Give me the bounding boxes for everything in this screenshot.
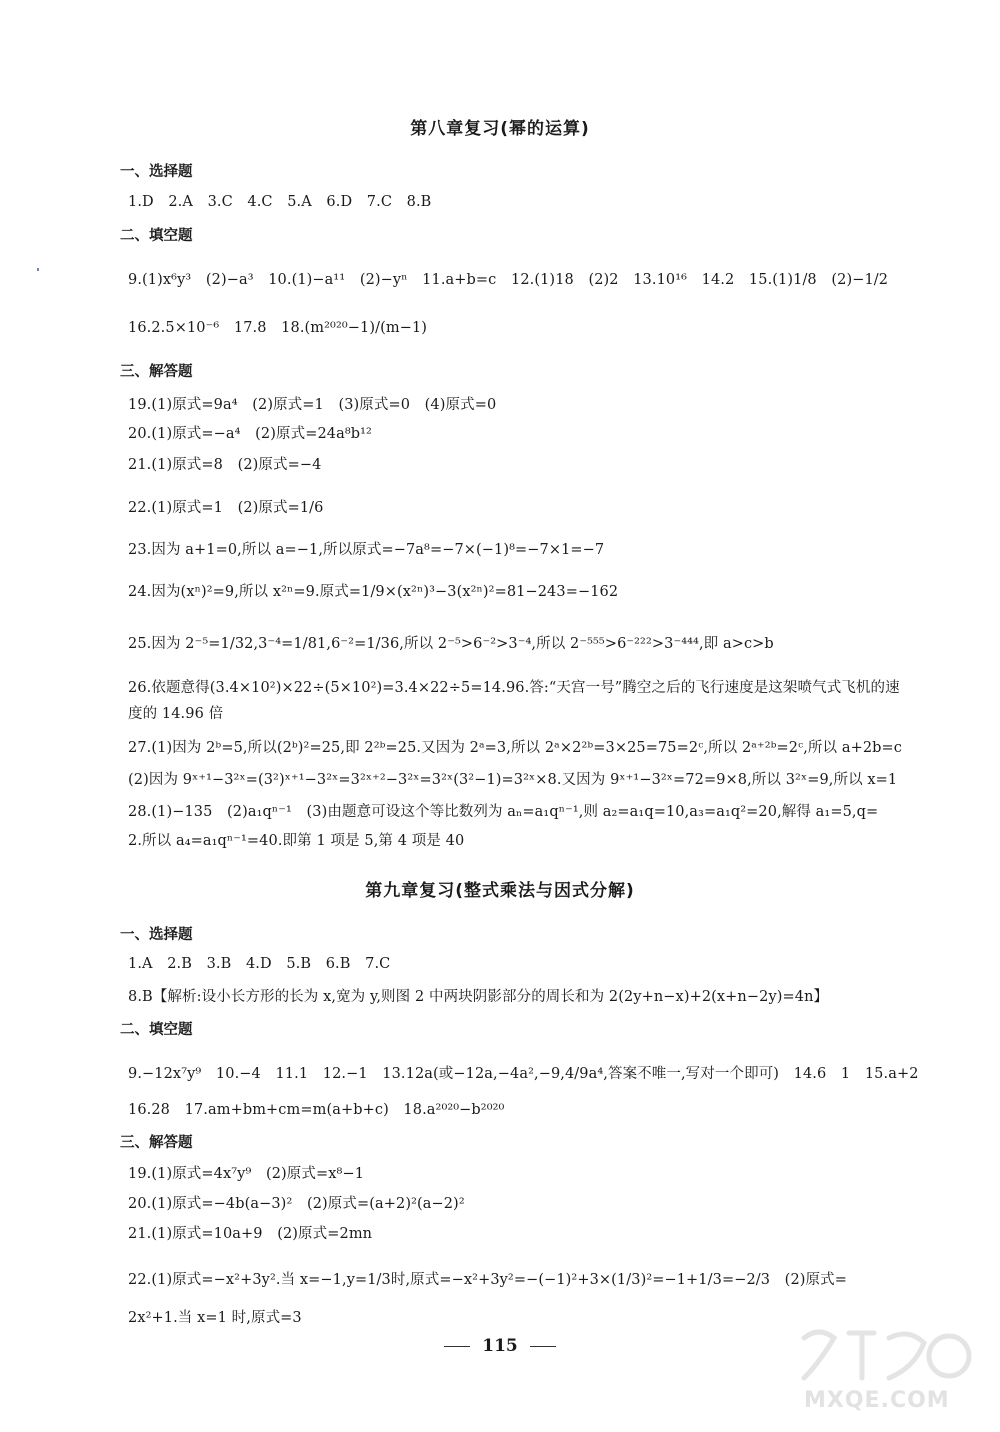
chapter9-title: 第九章复习(整式乘法与因式分解) bbox=[365, 881, 635, 901]
chapter9-fill-line2: 16.28 17.am+bm+cm=m(a+b+c) 18.a²⁰²⁰−b²⁰²⁰ bbox=[128, 1102, 505, 1118]
chapter9-answer-21: 21.(1)原式=10a+9 (2)原式=2mn bbox=[128, 1226, 373, 1242]
chapter8-answer-20: 20.(1)原式=−a⁴ (2)原式=24a⁸b¹² bbox=[128, 426, 372, 442]
page-number-text: 115 bbox=[482, 1336, 518, 1356]
chapter8-answer-28-cont: 2.所以 a₄=a₁qⁿ⁻¹=40.即第 1 项是 5,第 4 项是 40 bbox=[128, 833, 465, 849]
chapter8-answer-27-2: (2)因为 9ˣ⁺¹−3²ˣ=(3²)ˣ⁺¹−3²ˣ=3²ˣ⁺²−3²ˣ=3²ˣ(3²−1)=3²ˣ×8.又因为 9ˣ⁺¹−3²ˣ=72=9×8,所以 3²ˣ=9,所以 x=1 bbox=[128, 772, 898, 788]
chapter9-choice-8: 8.B【解析:设小长方形的长为 x,宽为 y,则图 2 中两块阴影部分的周长和为 2(2y+n−x)+2(x+n−2y)=4n】 bbox=[128, 989, 829, 1005]
chapter8-section-fill: 二、填空题 bbox=[120, 228, 193, 244]
chapter9-section-choice: 一、选择题 bbox=[120, 927, 193, 943]
chapter8-answer-23: 23.因为 a+1=0,所以 a=−1,所以原式=−7a⁸=−7×(−1)⁸=−7×1=−7 bbox=[128, 542, 605, 558]
chapter9-answer-20: 20.(1)原式=−4b(a−3)² (2)原式=(a+2)²(a−2)² bbox=[128, 1196, 465, 1212]
watermark-logo bbox=[774, 1318, 984, 1418]
page-number-dash-left bbox=[444, 1346, 470, 1347]
chapter8-fill-line1: 9.(1)x⁶y³ (2)−a³ 10.(1)−a¹¹ (2)−yⁿ 11.a+b=c 12.(1)18 (2)2 13.10¹⁶ 14.2 15.(1)1/8 (2)−1/2 bbox=[128, 272, 889, 288]
chapter8-answer-22: 22.(1)原式=1 (2)原式=1/6 bbox=[128, 500, 324, 516]
chapter8-answer-27-1: 27.(1)因为 2ᵇ=5,所以(2ᵇ)²=25,即 2²ᵇ=25.又因为 2ᵃ=3,所以 2ᵃ×2²ᵇ=3×25=75=2ᶜ,所以 2ᵃ⁺²ᵇ=2ᶜ,所以 a+2b=c bbox=[128, 740, 903, 756]
chapter8-title: 第八章复习(幂的运算) bbox=[410, 119, 590, 139]
chapter8-answer-24: 24.因为(xⁿ)²=9,所以 x²ⁿ=9.原式=1/9×(x²ⁿ)³−3(x²ⁿ)²=81−243=−162 bbox=[128, 584, 619, 600]
watermark-text: MXQE.COM bbox=[804, 1388, 950, 1413]
chapter8-answer-28: 28.(1)−135 (2)a₁qⁿ⁻¹ (3)由题意可设这个等比数列为 aₙ=a₁qⁿ⁻¹,则 a₂=a₁q=10,a₃=a₁q²=20,解得 a₁=5,q= bbox=[128, 804, 879, 820]
chapter8-fill-line2: 16.2.5×10⁻⁶ 17.8 18.(m²⁰²⁰−1)/(m−1) bbox=[128, 320, 428, 336]
chapter8-choice-answers: 1.D 2.A 3.C 4.C 5.A 6.D 7.C 8.B bbox=[128, 194, 432, 210]
chapter8-answer-25: 25.因为 2⁻⁵=1/32,3⁻⁴=1/81,6⁻²=1/36,所以 2⁻⁵>6⁻²>3⁻⁴,所以 2⁻⁵⁵⁵>6⁻²²²>3⁻⁴⁴⁴,即 a>c>b bbox=[128, 636, 774, 652]
chapter8-section-solve: 三、解答题 bbox=[120, 364, 193, 380]
chapter9-answer-22-cont: 2x²+1.当 x=1 时,原式=3 bbox=[128, 1310, 302, 1326]
page-number-dash-right bbox=[530, 1346, 556, 1347]
chapter8-answer-19: 19.(1)原式=9a⁴ (2)原式=1 (3)原式=0 (4)原式=0 bbox=[128, 397, 497, 413]
scan-speck bbox=[37, 268, 39, 271]
chapter9-section-fill: 二、填空题 bbox=[120, 1022, 193, 1038]
chapter8-answer-26: 26.依题意得(3.4×10²)×22÷(5×10²)=3.4×22÷5=14.96.答:“天宫一号”腾空之后的飞行速度是这架喷气式飞机的速 bbox=[128, 680, 900, 696]
chapter8-section-choice: 一、选择题 bbox=[120, 164, 193, 180]
chapter9-answer-19: 19.(1)原式=4x⁷y⁹ (2)原式=x⁸−1 bbox=[128, 1166, 365, 1182]
chapter8-answer-21: 21.(1)原式=8 (2)原式=−4 bbox=[128, 457, 322, 473]
chapter9-choice-answers: 1.A 2.B 3.B 4.D 5.B 6.B 7.C bbox=[128, 956, 391, 972]
chapter9-section-solve: 三、解答题 bbox=[120, 1135, 193, 1151]
chapter9-answer-22: 22.(1)原式=−x²+3y².当 x=−1,y=1/3时,原式=−x²+3y²=−(−1)²+3×(1/3)²=−1+1/3=−2/3 (2)原式= bbox=[128, 1272, 847, 1288]
chapter8-answer-26-cont: 度的 14.96 倍 bbox=[128, 706, 224, 722]
chapter9-fill-line1: 9.−12x⁷y⁹ 10.−4 11.1 12.−1 13.12a(或−12a,−4a²,−9,4/9a⁴,答案不唯一,写对一个即可) 14.6 1 15.a+2 bbox=[128, 1066, 919, 1082]
